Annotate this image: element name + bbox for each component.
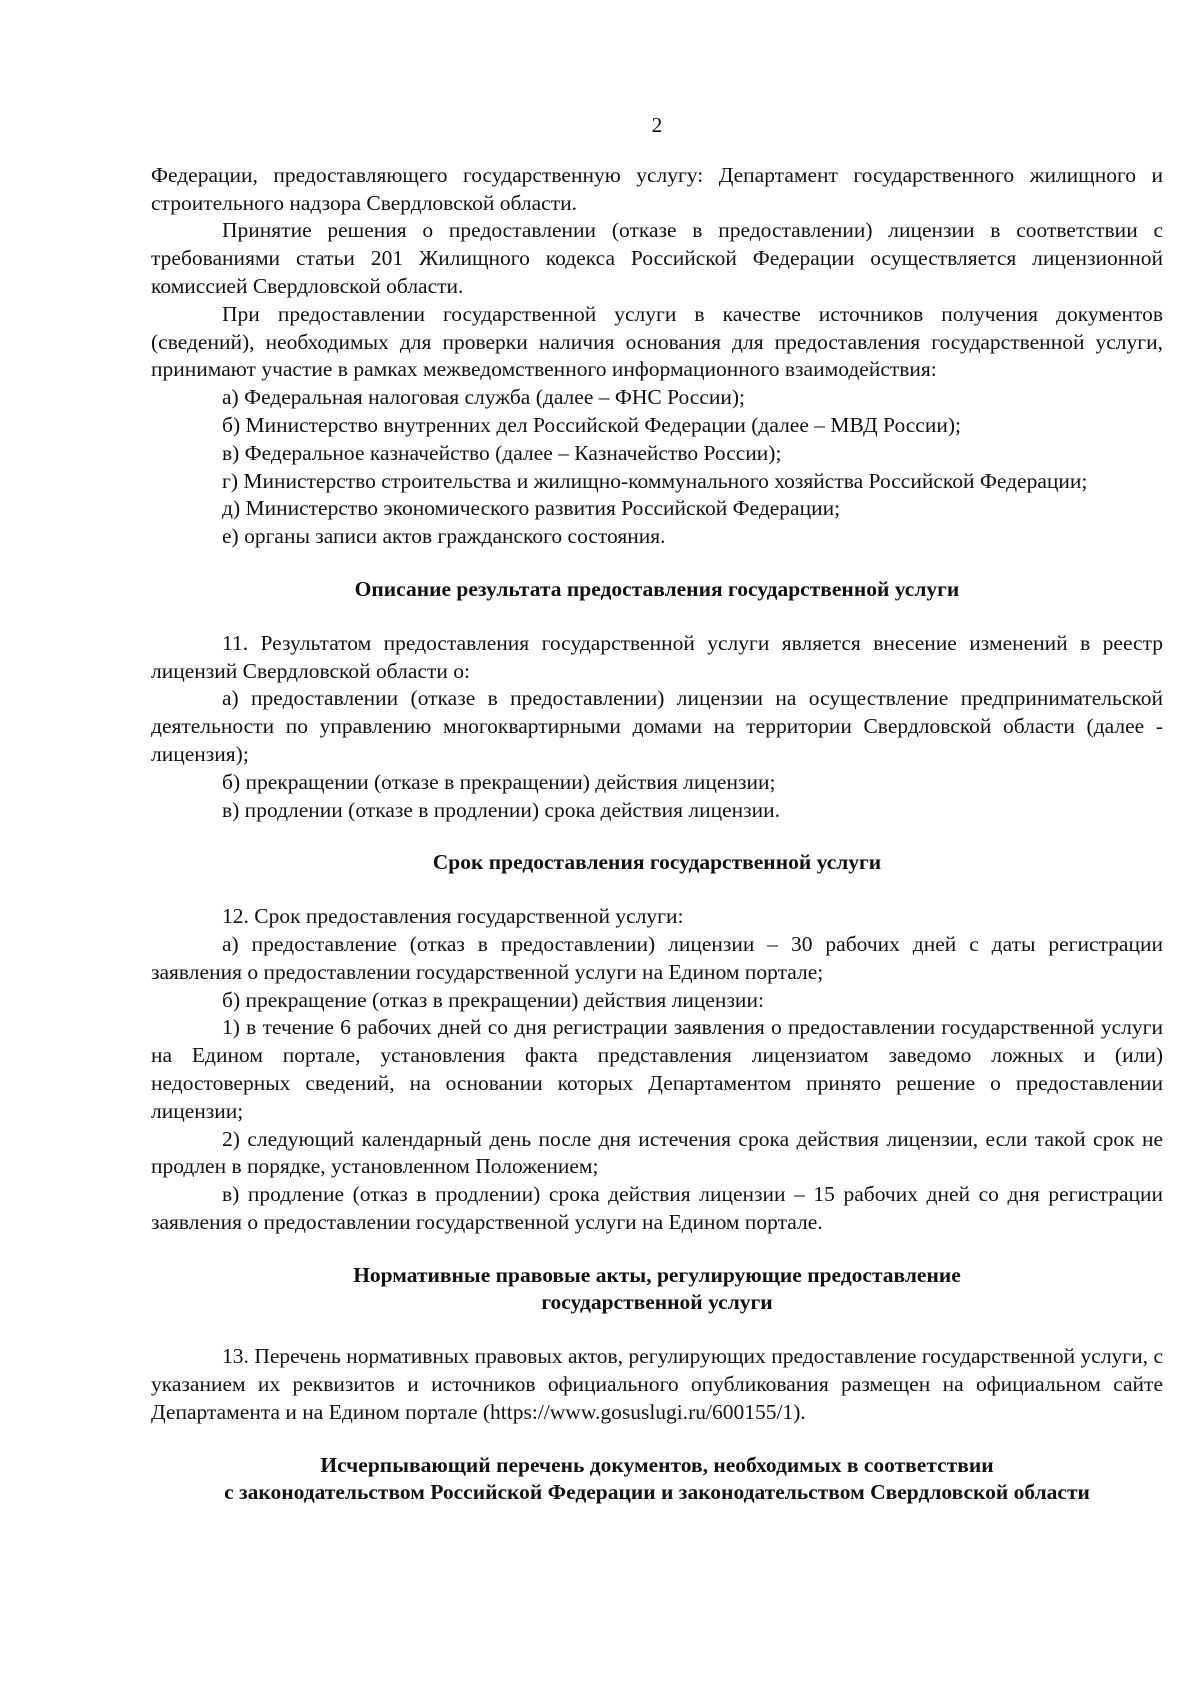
paragraph: б) прекращении (отказе в прекращении) действия лицензии; bbox=[222, 769, 776, 794]
paragraph: д) Министерство экономического развития Российской Федерации; bbox=[222, 496, 841, 521]
paragraph: Принятие решения о предоставлении (отказе в предоставлении) лицензии в соответствии с требованиями статьи 201 Жилищного кодекса Российской Федерации осуществляется лицензионной комиссией Свердловской области. bbox=[151, 218, 1163, 298]
section-heading-line: государственной услуги bbox=[541, 1290, 773, 1315]
section-heading-line: Описание результата предоставления государственной услуги bbox=[354, 576, 960, 601]
paragraph: 1) в течение 6 рабочих дней со дня регистрации заявления о предоставлении государственной услуги на Едином портале, установления факта представления лицензиатом заведомо ложных и (или) недостоверных сведений, на основании которых Департаментом принято решение о предоставлении лицензии; bbox=[151, 1015, 1163, 1123]
section-heading-line: Исчерпывающий перечень документов, необходимых в соответствии bbox=[320, 1452, 994, 1477]
paragraph: в) Федеральное казначейство (далее – Казначейство России); bbox=[222, 440, 782, 465]
section-heading-line: с законодательством Российской Федерации и законодательством Свердловской области bbox=[224, 1480, 1090, 1505]
paragraph: б) Министерство внутренних дел Российской Федерации (далее – МВД России); bbox=[222, 412, 961, 437]
paragraph: е) органы записи актов гражданского состояния. bbox=[222, 524, 666, 549]
section-heading bbox=[151, 849, 1163, 877]
section-heading-line: Нормативные правовые акты, регулирующие предоставление bbox=[353, 1262, 961, 1287]
section-heading bbox=[151, 1262, 1163, 1318]
paragraph: а) предоставление (отказ в предоставлении) лицензии – 30 рабочих дней с даты регистрации заявления о предоставлении государственной услуги на Едином портале; bbox=[151, 931, 1163, 984]
paragraph: При предоставлении государственной услуги в качестве источников получения документов (сведений), необходимых для проверки наличия основания для предоставления государственной услуги, принимают участие в рамках межведомственного информационного взаимодействия: bbox=[151, 301, 1163, 382]
page-number: 2 bbox=[651, 113, 663, 137]
paragraph: 11. Результатом предоставления государственной услуги является внесение изменений в реестр лицензий Свердловской области о: bbox=[151, 630, 1163, 683]
paragraph: 12. Срок предоставления государственной услуги: bbox=[222, 904, 684, 929]
paragraph: а) Федеральная налоговая служба (далее – ФНС России); bbox=[222, 385, 746, 410]
section-heading-line: Срок предоставления государственной услуги bbox=[432, 850, 882, 875]
paragraph: в) продление (отказ в продлении) срока действия лицензии – 15 рабочих дней со дня регистрации заявления о предоставлении государственной услуги на Едином портале. bbox=[151, 1182, 1163, 1234]
section-heading bbox=[151, 576, 1163, 604]
section-heading bbox=[151, 1452, 1163, 1508]
document-page bbox=[151, 112, 1163, 1507]
document-body bbox=[151, 162, 1163, 1507]
paragraph: 2) следующий календарный день после дня истечения срока действия лицензии, если такой срок не продлен в порядке, установленном Положением; bbox=[151, 1126, 1163, 1179]
paragraph: г) Министерство строительства и жилищно-коммунального хозяйства Российской Федерации; bbox=[222, 468, 1088, 493]
paragraph: б) прекращение (отказ в прекращении) действия лицензии: bbox=[222, 987, 764, 1012]
paragraph: а) предоставлении (отказе в предоставлении) лицензии на осуществление предпринимательской деятельности по управлению многоквартирными домами на территории Свердловской области (далее - лицензия); bbox=[151, 686, 1163, 766]
paragraph: 13. Перечень нормативных правовых актов, регулирующих предоставление государственной услуги, с указанием их реквизитов и источников официального опубликования размещен на официальном сайте Департамента и на Едином портале (https://www.gosuslugi.ru/600155/1). bbox=[151, 1344, 1163, 1424]
paragraph: в) продлении (отказе в продлении) срока действия лицензии. bbox=[222, 797, 781, 822]
paragraph: Федерации, предоставляющего государственную услугу: Департамент государственного жилищного и строительного надзора Свердловской области. bbox=[151, 162, 1163, 215]
